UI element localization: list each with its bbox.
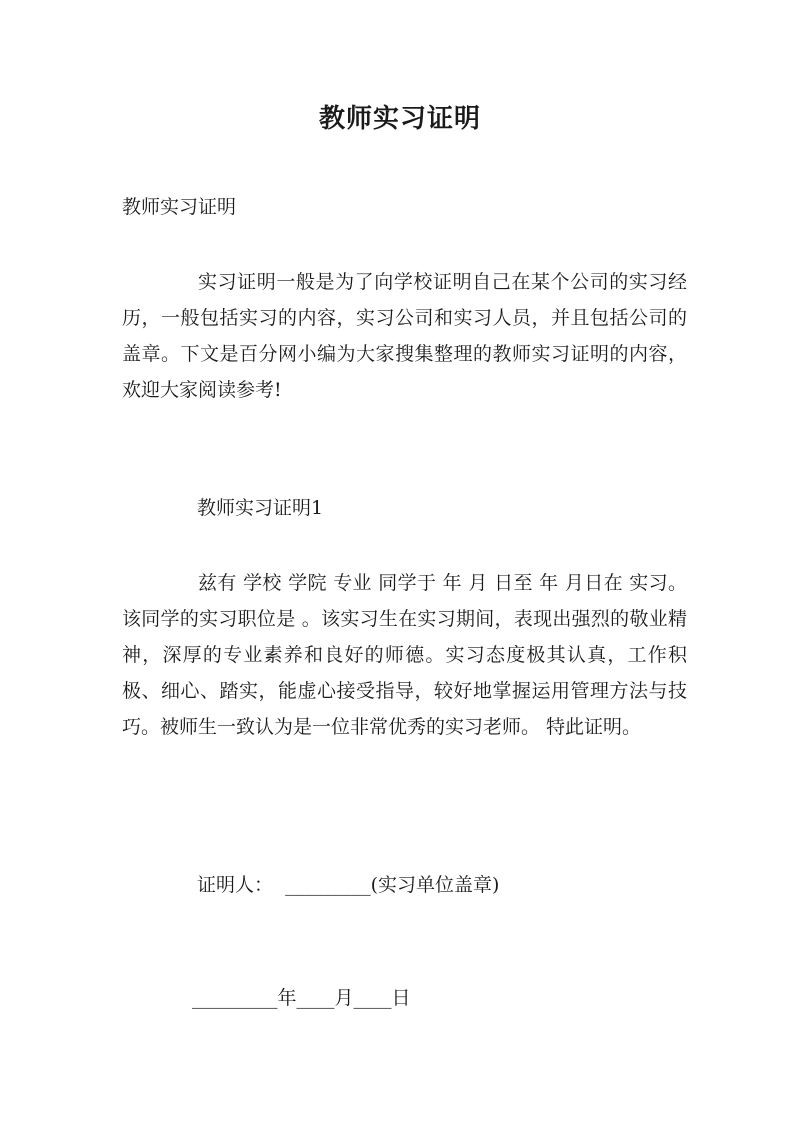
signature-line: 证明人： _________(实习单位盖章) — [197, 874, 500, 896]
date-line: _________年____月____日 — [192, 987, 411, 1009]
document-subtitle: 教师实习证明 — [122, 196, 237, 218]
intro-paragraph: 实习证明一般是为了向学校证明自己在某个公司的实习经历，一般包括实习的内容，实习公司和实习人员，并且包括公司的盖章。下文是百分网小编为大家搜集整理的教师实习证明的内容，欢迎大家阅读参考! — [122, 271, 687, 401]
section-heading: 教师实习证明1 — [197, 497, 324, 519]
page-title: 教师实习证明 — [318, 104, 481, 134]
certificate-body-paragraph: 兹有 学校 学院 专业 同学于 年 月 日至 年 月日在 实习。 该同学的实习职位是 。该实习生在实习期间，表现出强烈的敬业精神，深厚的专业素养和良好的师德。实习态度极其认真，工作积极、细心、踏实，能虚心接受指导，较好地掌握运用管理方法与技巧。被师生一致认为是一位非常优秀的实习老师。 特此证明。 — [122, 572, 687, 738]
